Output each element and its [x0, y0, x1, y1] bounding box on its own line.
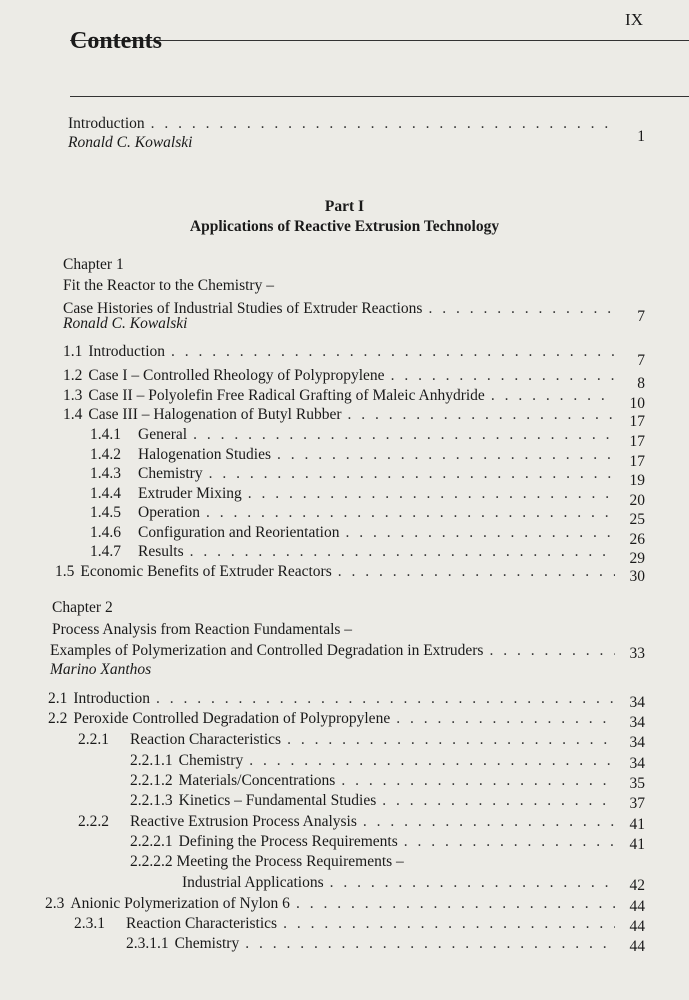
entry-number: 1.4.5: [90, 504, 121, 521]
leader-dots: [171, 342, 615, 362]
toc-entry[interactable]: [90, 503, 645, 528]
chapter-label: Chapter 2: [52, 599, 113, 616]
entry-text: General: [138, 426, 188, 443]
entry-number: 2.2.1.1: [130, 752, 173, 769]
chapter-title-line: Process Analysis from Reaction Fundamentals –: [52, 621, 353, 638]
chapter-label: Chapter 1: [63, 256, 124, 273]
toc-entry[interactable]: [45, 894, 645, 914]
toc-entry[interactable]: [90, 425, 645, 450]
leader-dots: [396, 709, 615, 729]
entry-number: 1.5: [55, 563, 75, 580]
entry-text: Halogenation Studies: [138, 446, 272, 463]
entry-number: 1.4.3: [90, 465, 121, 482]
toc-entry[interactable]: [90, 484, 645, 509]
entry-page: 8: [637, 375, 645, 392]
toc-entry[interactable]: [55, 562, 645, 585]
entry-number: 1.4.1: [90, 426, 121, 443]
leader-dots: [277, 445, 615, 465]
leader-dots: [249, 751, 615, 771]
entry-text: Introduction: [88, 343, 165, 360]
header-rule: [70, 40, 689, 41]
entry-text: Industrial Applications: [182, 874, 324, 891]
author: Ronald C. Kowalski: [63, 315, 188, 332]
entry-page: 44: [629, 918, 645, 935]
toc-entry[interactable]: [48, 709, 645, 729]
entry-text: Kinetics – Fundamental Studies: [178, 792, 377, 809]
entry-number: 2.2.1: [78, 731, 109, 748]
entry-page: 42: [629, 877, 645, 894]
entry-number: 1.4.6: [90, 524, 121, 541]
leader-dots: [190, 542, 615, 562]
leader-dots: [209, 464, 615, 484]
entry-text: Case II – Polyolefin Free Radical Grafting of Maleic Anhydride: [88, 387, 485, 404]
toc-entry[interactable]: [130, 832, 645, 852]
toc-entry[interactable]: [130, 852, 404, 872]
toc-entry[interactable]: [130, 791, 645, 811]
entry-page: 17: [629, 433, 645, 450]
entry-text: Operation: [138, 504, 200, 521]
entry-page: 17: [629, 453, 645, 470]
entry-page: 41: [629, 836, 645, 853]
toc-entry[interactable]: [182, 873, 645, 893]
toc-entry[interactable]: [78, 812, 645, 832]
entry-page: 41: [629, 816, 645, 833]
author: Marino Xanthos: [50, 661, 152, 678]
entry-text: Introduction: [73, 690, 150, 707]
entry-page: 44: [629, 938, 645, 955]
leader-dots: [404, 832, 615, 852]
entry-number: 2.2.2: [78, 813, 109, 830]
entry-number: 1.4.2: [90, 446, 121, 463]
leader-dots: [283, 914, 615, 934]
leader-dots: [491, 386, 615, 406]
entry-text: Reactive Extrusion Process Analysis: [130, 813, 357, 830]
part-title: Applications of Reactive Extrusion Technology: [189, 218, 500, 235]
entry-number: 2.2.2.1: [130, 833, 173, 850]
entry-number: 2.2.2.2: [130, 853, 173, 870]
entry-text: Anionic Polymerization of Nylon 6: [70, 895, 290, 912]
entry-text: Defining the Process Requirements: [178, 833, 398, 850]
entry-page: 29: [629, 550, 645, 567]
toc-entry[interactable]: [90, 464, 645, 489]
entry-text: Extruder Mixing: [138, 485, 242, 502]
leader-dots: [248, 484, 615, 504]
entry-page: 7: [637, 308, 645, 325]
entry-number: 2.2.1.3: [130, 792, 173, 809]
entry-number: 1.2: [63, 367, 83, 384]
entry-number: 1.4.4: [90, 485, 121, 502]
toc-entry[interactable]: [63, 405, 645, 430]
entry-page: 33: [629, 645, 645, 662]
toc-entry[interactable]: [90, 523, 645, 548]
leader-dots: [287, 730, 615, 750]
toc-entry-chapter-2[interactable]: [50, 641, 645, 661]
entry-page: 30: [629, 568, 645, 585]
part-label: Part I: [324, 198, 365, 215]
entry-number: 2.3: [45, 895, 65, 912]
leader-dots: [489, 641, 615, 661]
entry-page: 34: [629, 694, 645, 711]
entry-number: 2.2.1.2: [130, 772, 173, 789]
toc-entry[interactable]: [74, 914, 645, 934]
toc-entry[interactable]: [48, 689, 645, 709]
entry-number: 2.1: [48, 690, 68, 707]
toc-entry[interactable]: [90, 445, 645, 470]
entry-text: Meeting the Process Requirements –: [176, 853, 404, 870]
leader-dots: [296, 894, 615, 914]
page-number: IX: [625, 10, 643, 29]
entry-text: Case I – Controlled Rheology of Polypropylene: [88, 367, 385, 384]
leader-dots: [341, 771, 615, 791]
leader-dots: [151, 114, 615, 134]
entry-text: Case III – Halogenation of Butyl Rubber: [88, 406, 342, 423]
entry-text: Chemistry: [174, 935, 240, 952]
entry-text: Materials/Concentrations: [178, 772, 336, 789]
entry-number: 2.3.1.1: [126, 935, 169, 952]
page-title: Contents: [70, 28, 163, 54]
author: Ronald C. Kowalski: [68, 134, 193, 151]
entry-page: 35: [629, 775, 645, 792]
entry-text: Examples of Polymerization and Controlled Degradation in Extruders: [50, 642, 484, 659]
entry-text: Reaction Characteristics: [130, 731, 282, 748]
entry-text: Results: [138, 543, 184, 560]
entry-number: 1.3: [63, 387, 83, 404]
entry-text: Chemistry: [178, 752, 244, 769]
entry-text: Reaction Characteristics: [126, 915, 278, 932]
entry-text: Peroxide Controlled Degradation of Polypropylene: [73, 710, 391, 727]
entry-page: 17: [629, 413, 645, 430]
leader-dots: [347, 405, 615, 425]
toc-entry[interactable]: [126, 934, 645, 954]
title-rule: [70, 96, 689, 97]
entry-page: 26: [629, 531, 645, 548]
entry-number: 2.2: [48, 710, 68, 727]
leader-dots: [428, 299, 615, 319]
entry-page: 34: [629, 734, 645, 751]
leader-dots: [345, 523, 615, 543]
entry-page: 1: [637, 128, 645, 145]
entry-page: 34: [629, 755, 645, 772]
leader-dots: [156, 689, 615, 709]
leader-dots: [391, 366, 615, 386]
entry-number: 1.1: [63, 343, 83, 360]
entry-page: 7: [637, 352, 645, 369]
chapter-title-line: Fit the Reactor to the Chemistry –: [63, 277, 274, 294]
toc-entry[interactable]: [63, 386, 645, 412]
entry-page: 19: [629, 472, 645, 489]
entry-page: 34: [629, 714, 645, 731]
leader-dots: [363, 812, 615, 832]
entry-number: 1.4.7: [90, 543, 121, 560]
entry-number: 2.3.1: [74, 915, 105, 932]
leader-dots: [193, 425, 615, 445]
entry-page: 37: [629, 795, 645, 812]
entry-page: 44: [629, 898, 645, 915]
toc-entry[interactable]: [78, 730, 645, 750]
toc-entry[interactable]: [130, 771, 645, 791]
leader-dots: [206, 503, 615, 523]
entry-page: 20: [629, 492, 645, 509]
toc-entry[interactable]: [63, 342, 645, 369]
entry-text: Chemistry: [138, 465, 203, 482]
entry-page: 10: [629, 395, 645, 412]
leader-dots: [382, 791, 615, 811]
entry-text: Configuration and Reorientation: [138, 524, 340, 541]
entry-number: 1.4: [63, 406, 83, 423]
entry-page: 25: [629, 511, 645, 528]
leader-dots: [245, 934, 615, 954]
leader-dots: [338, 562, 615, 582]
entry-text: Case Histories of Industrial Studies of Extruder Reactions: [63, 300, 423, 317]
toc-entry[interactable]: [130, 751, 645, 771]
entry-text: Introduction: [68, 115, 145, 132]
toc-entry[interactable]: [63, 366, 645, 392]
entry-text: Economic Benefits of Extruder Reactors: [80, 563, 332, 580]
leader-dots: [330, 873, 615, 893]
toc-entry[interactable]: [90, 542, 645, 567]
